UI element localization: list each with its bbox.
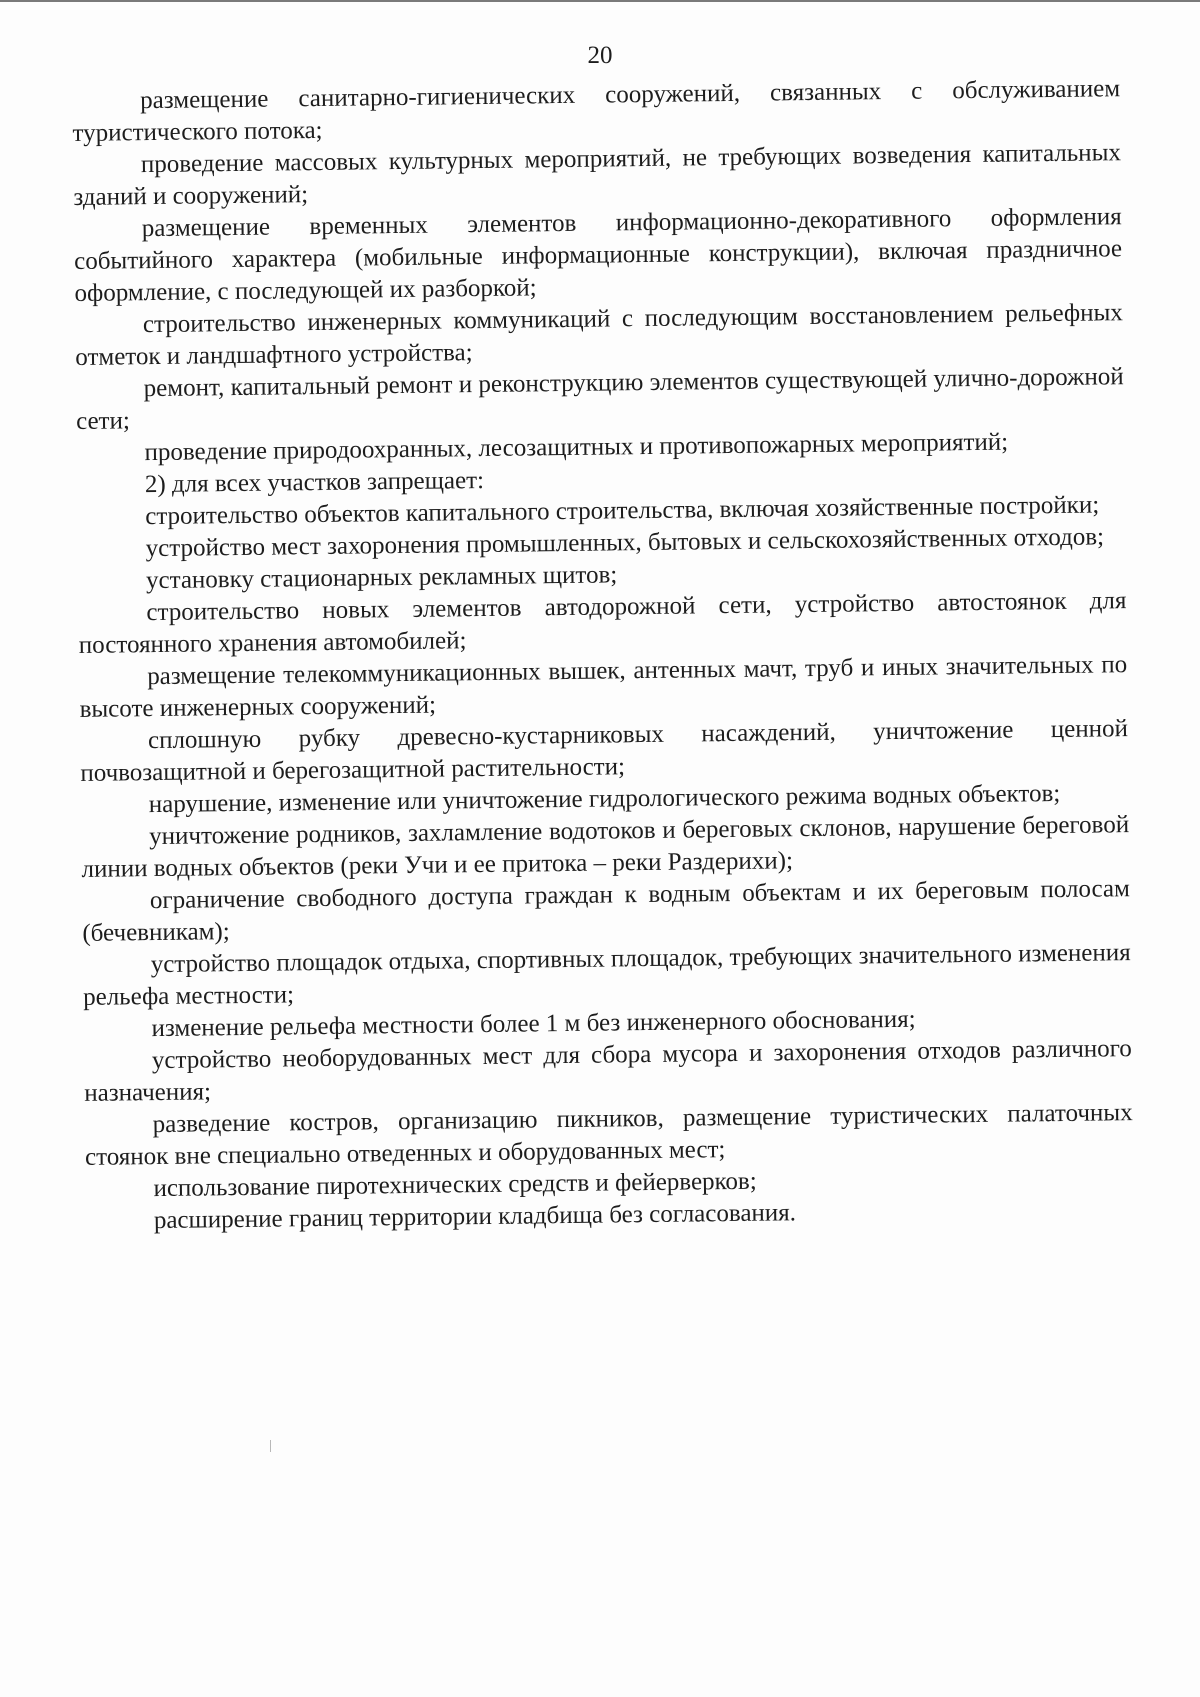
section-heading: 2) для всех участков запрещает: [144,466,485,499]
paragraph: использование пиротехнических средств и фейерверков; [153,1167,757,1203]
paragraph: устройство мест захоронения промышленных, бытовых и сельскохозяйственных отходов; [145,523,1105,563]
paragraph: установку стационарных рекламных щитов; [145,561,618,595]
paragraph: строительство объектов капитального строительства, включая хозяйственные постройки; [145,491,1100,531]
paragraph: разведение костров, организацию пикников, размещение туристических палаточных стоянок вне специально отведенных и оборудованных мест; [84,1099,1133,1171]
paragraph: проведение природоохранных, лесозащитных и противопожарных мероприятий; [144,428,1009,467]
paragraph: ремонт, капитальный ремонт и реконструкцию элементов существующей улично-дорожной сети; [75,363,1124,435]
paragraph: изменение рельефа местности более 1 м без инженерного обоснования; [151,1005,916,1043]
scan-artifact [270,1440,271,1452]
paragraph: размещение временных элементов информационно-декоративного оформления событийного характера (мобильные информационные конструкции), включая праздничное оформление, с последующей их разборкой; [73,203,1123,307]
paragraph: уничтожение родников, захламление водотоков и береговых склонов, нарушение береговой линии водных объектов (реки Учи и ее притока – реки Раздерихи); [81,811,1130,883]
paragraph: строительство инженерных коммуникаций с последующим восстановлением рельефных отметок и ландшафтного устройства; [75,299,1124,371]
paragraph: строительство новых элементов автодорожной сети, устройство автостоянок для постоянного хранения автомобилей; [78,587,1127,659]
paragraph: расширение границ территории кладбища без согласования. [153,1199,797,1235]
paragraph: устройство необорудованных мест для сбора мусора и захоронения отходов различного назначения; [84,1035,1133,1107]
scan-top-border [0,0,1200,2]
paragraph: проведение массовых культурных мероприятий, не требующих возведения капитальных зданий и сооружений; [73,139,1122,211]
paragraph: размещение санитарно-гигиенических сооружений, связанных с обслуживанием туристического потока; [72,75,1121,147]
paragraph: сплошную рубку древесно-кустарниковых насаждений, уничтожение ценной почвозащитной и берегозащитной растительности; [80,715,1129,787]
page-number: 20 [587,42,613,69]
paragraph: ограничение свободного доступа граждан к водным объектам и их береговым полосам (бечевникам); [82,875,1131,947]
paragraph: размещение телекоммуникационных вышек, антенных мачт, труб и иных значительных по высоте инженерных сооружений; [79,651,1128,723]
paragraph: нарушение, изменение или уничтожение гидрологического режима водных объектов; [148,779,1061,819]
paragraph: устройство площадок отдыха, спортивных площадок, требующих значительного изменения рельефа местности; [82,939,1131,1011]
document-body [72,73,1134,1238]
